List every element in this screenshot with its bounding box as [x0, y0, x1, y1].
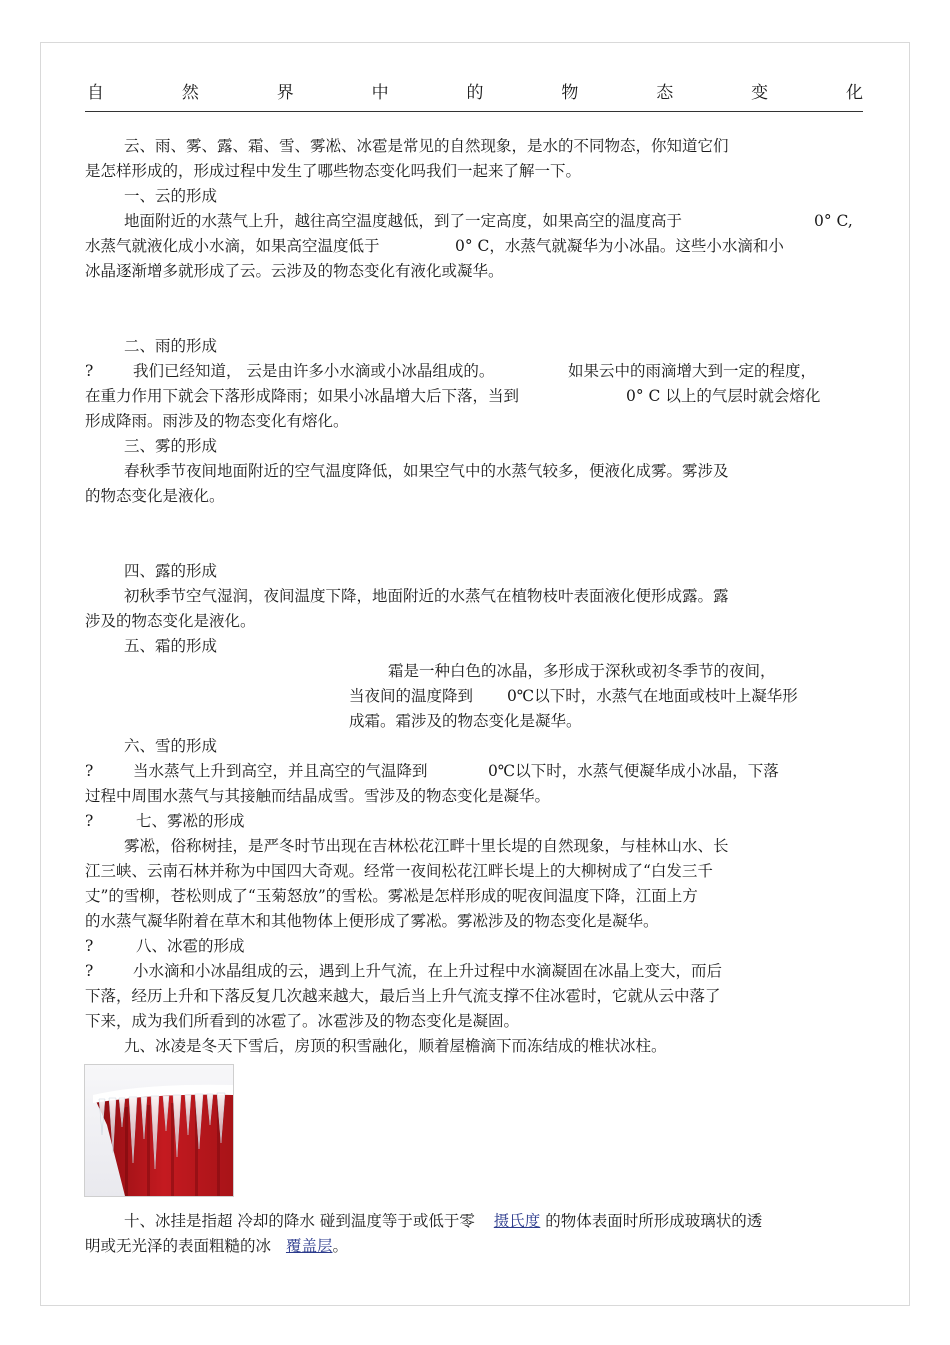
heading-snow: 六、雪的形成 — [124, 737, 218, 755]
cloud-line-1: 地面附近的水蒸气上升，越往高空温度越低，到了一定高度，如果高空的温度高于 — [124, 212, 683, 230]
rime-line-4: 的水蒸气凝华附着在草木和其他物体上便形成了雾凇。雾凇涉及的物态变化是凝华。 — [85, 912, 659, 930]
heading-rime: 七、雾凇的形成 — [136, 812, 245, 830]
rain-line-2-end: 0° C 以上的气层时就会熔化 — [626, 387, 821, 405]
heading-fog: 三、雾的形成 — [124, 437, 218, 455]
title-char: 物 — [561, 83, 579, 103]
rain-marker: ? — [85, 362, 94, 380]
hail-line-1: 小水滴和小冰晶组成的云，遇到上升气流，在上升过程中水滴凝固在冰晶上变大，而后 — [133, 962, 723, 980]
frost-line-2: 当夜间的温度降到 — [349, 687, 474, 705]
intro-line-1: 云、雨、雾、露、霜、雪、雾凇、冰雹是常见的自然现象，是水的不同物态，你知道它们 — [124, 137, 729, 155]
intro-line-2: 是怎样形成的，形成过程中发生了哪些物态变化吗我们一起来了解一下。 — [85, 162, 582, 180]
heading-rain: 二、雨的形成 — [124, 337, 218, 355]
title-char: 变 — [751, 83, 769, 103]
snow-line-1: 当水蒸气上升到高空，并且高空的气温降到 — [133, 762, 428, 780]
rain-line-2: 在重力作用下就会下落形成降雨；如果小冰晶增大后下落，当到 — [85, 387, 520, 405]
frost-line-2-end: 0℃以下时，水蒸气在地面或枝叶上凝华形 — [507, 687, 798, 705]
title-char: 化 — [846, 83, 863, 103]
glaze-line-2: 明或无光泽的表面粗糙的冰 覆盖层。 — [85, 1237, 348, 1255]
fog-line-2: 的物态变化是液化。 — [85, 487, 225, 505]
link-covering-layer[interactable]: 覆盖层 — [285, 1237, 333, 1255]
title-divider — [85, 111, 863, 112]
snow-marker: ? — [85, 762, 94, 780]
title-char: 的 — [466, 83, 484, 103]
fog-line-1: 春秋季节夜间地面附近的空气温度降低，如果空气中的水蒸气较多，便液化成雾。雾涉及 — [124, 462, 729, 480]
icicle-line: 九、冰凌是冬天下雪后，房顶的积雪融化，顺着屋檐滴下而冻结成的椎状冰柱。 — [124, 1037, 667, 1055]
title-char: 自 — [87, 83, 104, 103]
rain-line-1: 我们已经知道， 云是由许多小水滴或小冰晶组成的。 — [133, 362, 495, 380]
page-title — [87, 78, 863, 103]
link-celsius[interactable]: 摄氏度 — [493, 1212, 541, 1230]
heading-dew: 四、露的形成 — [124, 562, 218, 580]
dew-line-2: 涉及的物态变化是液化。 — [85, 612, 256, 630]
title-char: 然 — [181, 83, 199, 103]
rime-marker: ? — [85, 812, 94, 830]
title-char: 态 — [656, 83, 674, 103]
cloud-line-2: 水蒸气就液化成小水滴，如果高空温度低于 — [85, 237, 380, 255]
heading-hail: 八、冰雹的形成 — [136, 937, 245, 955]
rain-line-1-end: 如果云中的雨滴增大到一定的程度， — [568, 362, 817, 380]
dew-line-1: 初秋季节空气湿润，夜间温度下降，地面附近的水蒸气在植物枝叶表面液化便形成露。露 — [124, 587, 729, 605]
glaze-line-1: 十、冰挂是指超 冷却的降水 碰到温度等于或低于零 摄氏度 的物体表面时所形成玻璃状的透 — [124, 1212, 763, 1230]
hail-marker: ? — [85, 937, 94, 955]
hail-line-2: 下落，经历上升和下落反复几次越来越大，最后当上升气流支撑不住冰雹时，它就从云中落了 — [85, 987, 721, 1005]
hail-marker-2: ? — [85, 962, 94, 980]
heading-cloud: 一、云的形成 — [124, 187, 218, 205]
rain-line-3: 形成降雨。雨涉及的物态变化有熔化。 — [85, 412, 349, 430]
cloud-line-2-value: 0° C，水蒸气就凝华为小冰晶。这些小水滴和小 — [455, 237, 784, 255]
cloud-line-3: 冰晶逐渐增多就形成了云。云涉及的物态变化有液化或凝华。 — [85, 262, 504, 280]
rime-line-2: 江三峡、云南石林并称为中国四大奇观。经常一夜间松花江畔长堤上的大柳树成了“白发三千 — [85, 862, 713, 880]
cloud-line-1-value: 0° C, — [814, 212, 853, 230]
title-char: 界 — [276, 83, 294, 103]
icicle-photo — [84, 1064, 234, 1197]
title-char: 中 — [371, 83, 389, 103]
rime-line-1: 雾凇，俗称树挂，是严冬时节出现在吉林松花江畔十里长堤的自然现象，与桂林山水、长 — [124, 837, 729, 855]
snow-line-1-end: 0℃以下时，水蒸气便凝华成小冰晶，下落 — [488, 762, 779, 780]
rime-line-3: 丈”的雪柳，苍松则成了“玉菊怒放”的雪松。雾凇是怎样形成的呢夜间温度下降，江面上方 — [85, 887, 698, 905]
hail-line-3: 下来，成为我们所看到的冰雹了。冰雹涉及的物态变化是凝固。 — [85, 1012, 520, 1030]
heading-frost: 五、霜的形成 — [124, 637, 218, 655]
snow-line-2: 过程中周围水蒸气与其接触而结晶成雪。雪涉及的物态变化是凝华。 — [85, 787, 551, 805]
frost-line-1: 霜是一种白色的冰晶，多形成于深秋或初冬季节的夜间， — [388, 662, 776, 680]
frost-line-3: 成霜。霜涉及的物态变化是凝华。 — [349, 712, 582, 730]
